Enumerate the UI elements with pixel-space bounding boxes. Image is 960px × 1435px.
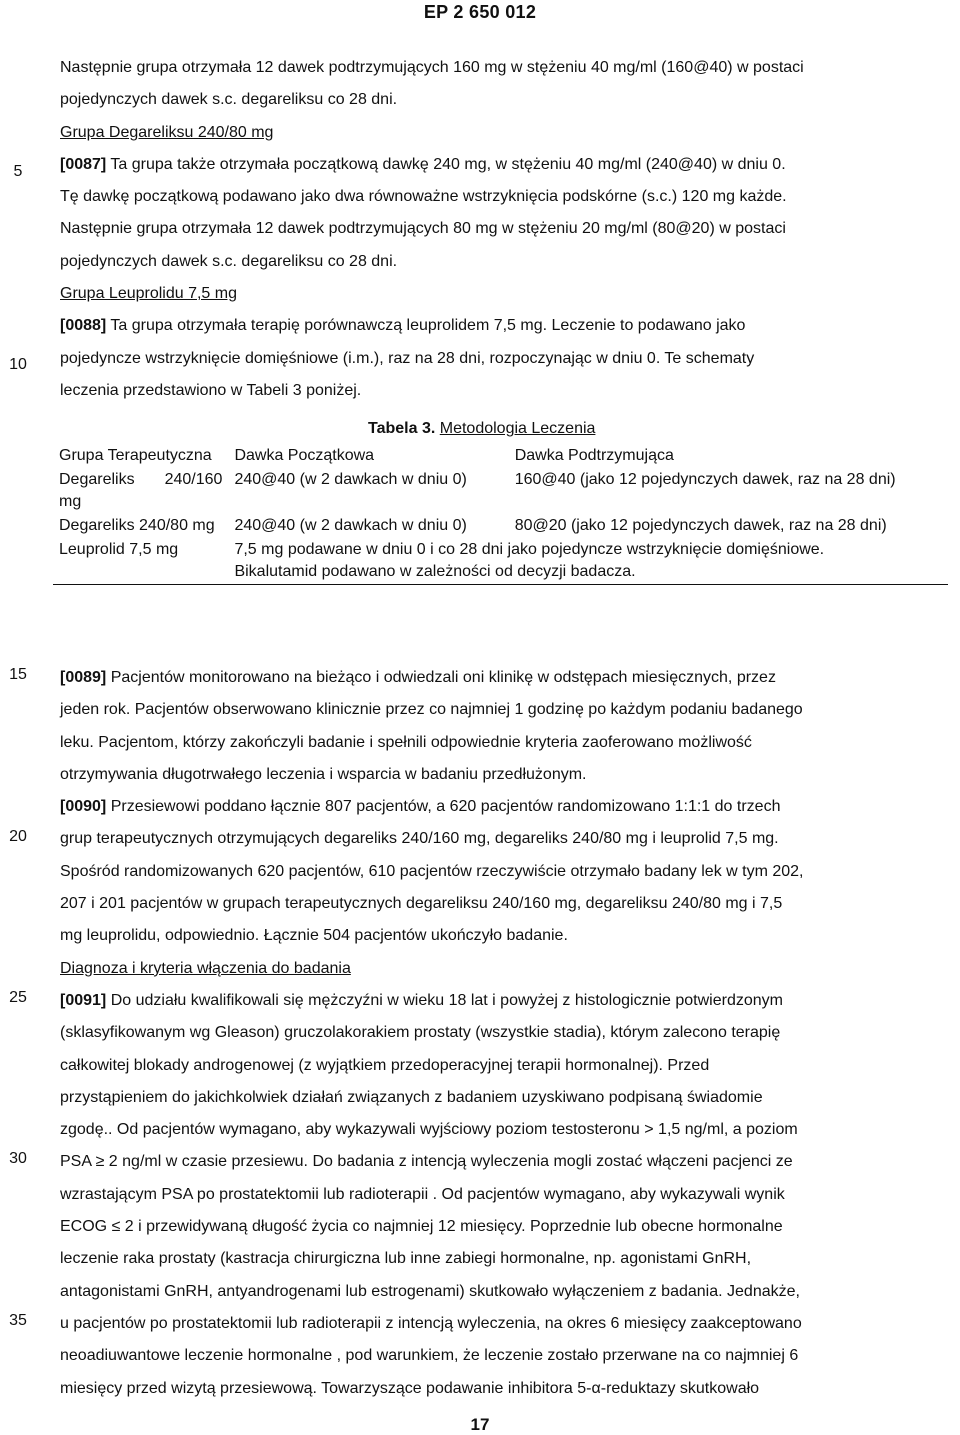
cell-line: 7,5 mg podawane w dniu 0 i co 28 dni jako pojedyncze wstrzyknięcie domięśniowe. [234,541,825,558]
text-line: pojedynczych dawek s.c. degareliksu co 28 dni. [60,252,398,270]
text-line: Tę dawkę początkową podawano jako dwa równoważne wstrzyknięcia podskórne (s.c.) 120 mg każde. [60,188,787,206]
text-line: miesięcy przed wizytą przesiewową. Towarzyszące podawanie inhibitora 5-α-reduktazy skutkowało [60,1379,760,1397]
paragraph-0089 [60,662,948,694]
table-row [53,468,948,514]
table-cell-merged [228,538,948,585]
text-line: pojedynczych dawek s.c. degareliksu co 28 dni. [60,91,398,109]
table-cell: Leuprolid 7,5 mg [53,538,228,585]
text-line: neoadiuwantowe leczenie hormonalne , pod warunkiem, że leczenie zostało przerwane na co najmniej 6 [60,1347,799,1365]
text-line: Spośród randomizowanych 620 pacjentów, 610 pacjentów rzeczywiście otrzymało badany lek w tym 202, [60,862,804,880]
text-line: u pacjentów po prostatektomii lub radioterapii z intencją wyleczenia, na okres 6 miesięcy zaakceptowano [60,1314,802,1332]
page-number: 17 [470,1415,490,1434]
section-heading: Grupa Degareliksu 240/80 mg [60,123,274,141]
table-cell: Degareliks 240/160 mg [59,471,223,510]
table-number: Tabela 3. [368,420,436,437]
text-line: ECOG ≤ 2 i przewidywaną długość życia co najmniej 12 miesięcy. Poprzednie lub obecne hormonalne [60,1218,783,1236]
text-line: zgodę.. Od pacjentów wymagano, aby wykazywali wyjściowy poziom testosteronu > 1,5 ng/ml, a poziom [60,1121,798,1139]
text-line: pojedyncze wstrzyknięcie domięśniowe (i.m.), raz na 28 dni, rozpoczynając w dniu 0. Te schematy [60,349,755,367]
paragraph-number: [0090] [60,798,107,816]
table-cell: 80@20 (jako 12 pojedynczych dawek, raz na 28 dni) [514,517,887,534]
text-line: 207 i 201 pacjentów w grupach terapeutycznych degareliksu 240/160 mg, degareliksu 240/80 mg i 7,5 [60,895,783,913]
text-line: leczenie raka prostaty (kastracja chirurgiczna lub inne zabiegi hormonalne, np. agonistami GnRH, [60,1250,752,1268]
line-number: 30 [9,1150,27,1167]
text-line: Następnie grupa otrzymała 12 dawek podtrzymujących 160 mg w stężeniu 40 mg/ml (160@40) w postaci [60,59,804,76]
paragraph-0088 [60,310,948,342]
column-header: Grupa Terapeutyczna [59,447,212,464]
line-number: 25 [9,989,27,1006]
line-number: 10 [9,356,27,373]
table-cell: 240@40 (w 2 dawkach w dniu 0) [234,471,467,488]
text-line: leku. Pacjentom, którzy zakończyli badanie i spełnili odpowiednie kryteria zaoferowano możliwość [60,733,752,751]
document-id: EP 2 650 012 [423,2,537,22]
line-number: 15 [9,666,27,683]
text-line: przystąpieniem do jakichkolwiek działań związanych z badaniem uzyskiwano podpisaną świadomie [60,1088,763,1106]
paragraph-0087 [60,149,948,181]
text-line: wzrastającym PSA po prostatektomii lub radioterapii . Od pacjentów wymagano, aby wykazywali wynik [60,1185,785,1203]
paragraph-0091 [60,985,948,1017]
table-title: Metodologia Leczenia [439,420,596,437]
text-line: Do udziału kwalifikowali się mężczyźni w wieku 18 lat i powyżej z histologicznie potwierdzonym [110,991,783,1009]
column-header: Dawka Początkowa [234,447,375,464]
paragraph-0090 [60,791,948,823]
table-cell: 160@40 (jako 12 pojedynczych dawek, raz na 28 dni) [514,471,896,488]
line-number: 35 [9,1312,27,1329]
text-line: Ta grupa otrzymała terapię porównawczą leuprolidem 7,5 mg. Leczenie to podawano jako [110,317,746,335]
text-line: jeden rok. Pacjentów obserwowano klinicznie przez co najmniej 1 godzinę po każdym podaniu badanego [60,701,803,719]
text-line: Przesiewowi poddano łącznie 807 pacjentów, a 620 pacjentów randomizowano 1:1:1 do trzech [110,798,781,816]
line-number: 20 [9,828,27,845]
paragraph-number: [0089] [60,669,107,686]
body-text-bottom [60,662,948,1405]
table-row [53,514,948,538]
text-line: antagonistami GnRH, antyandrogenami lub estrogenami) skutkowało wyłączeniem z badania. Jednakże, [60,1282,800,1300]
text-line: PSA ≥ 2 ng/ml w czasie przesiewu. Do badania z intencją wyleczenia mogli zostać włączeni pacjenci ze [60,1153,793,1171]
table-cell: Degareliks 240/80 mg [59,517,215,534]
table-header-row [53,444,948,468]
text-line: (sklasyfikowanym wg Gleason) gruczolakorakiem prostaty (wszystkie stadia), którym zalecono terapię [60,1024,781,1042]
text-line: Następnie grupa otrzymała 12 dawek podtrzymujących 80 mg w stężeniu 20 mg/ml (80@20) w postaci [60,220,786,238]
paragraph-number: [0087] [60,155,107,173]
column-header: Dawka Podtrzymująca [514,447,674,464]
text-line: Pacjentów monitorowano na bieżąco i odwiedzali oni klinikę w odstępach miesięcznych, przez [110,669,776,686]
paragraph-number: [0088] [60,317,107,335]
line-number: 5 [13,163,23,180]
treatment-table [53,444,948,585]
text-line: Ta grupa także otrzymała początkową dawkę 240 mg, w stężeniu 40 mg/ml (240@40) w dniu 0. [110,155,786,173]
text-line: mg leuprolidu, odpowiednio. Łącznie 504 pacjentów ukończyło badanie. [60,927,568,945]
table-caption [368,420,595,438]
text-line: leczenia przedstawiono w Tabeli 3 poniżej. [60,381,362,399]
section-heading: Grupa Leuprolidu 7,5 mg [60,285,237,303]
table-cell: 240@40 (w 2 dawkach w dniu 0) [234,517,467,534]
text-line: całkowitej blokady androgenowej (z wyjątkiem przedoperacyjnej terapii hormonalnej). Przed [60,1056,710,1074]
table-row [53,538,948,585]
text-line: grup terapeutycznych otrzymujących degareliks 240/160 mg, degareliks 240/80 mg i leuprolid 7,5 mg. [60,830,779,848]
body-text-top [60,52,948,407]
cell-line: Bikalutamid podawano w zależności od decyzji badacza. [234,563,636,580]
text-line: otrzymywania długotrwałego leczenia i wsparcia w badaniu przedłużonym. [60,765,587,783]
paragraph-number: [0091] [60,991,107,1009]
section-heading: Diagnoza i kryteria włączenia do badania [60,959,351,977]
